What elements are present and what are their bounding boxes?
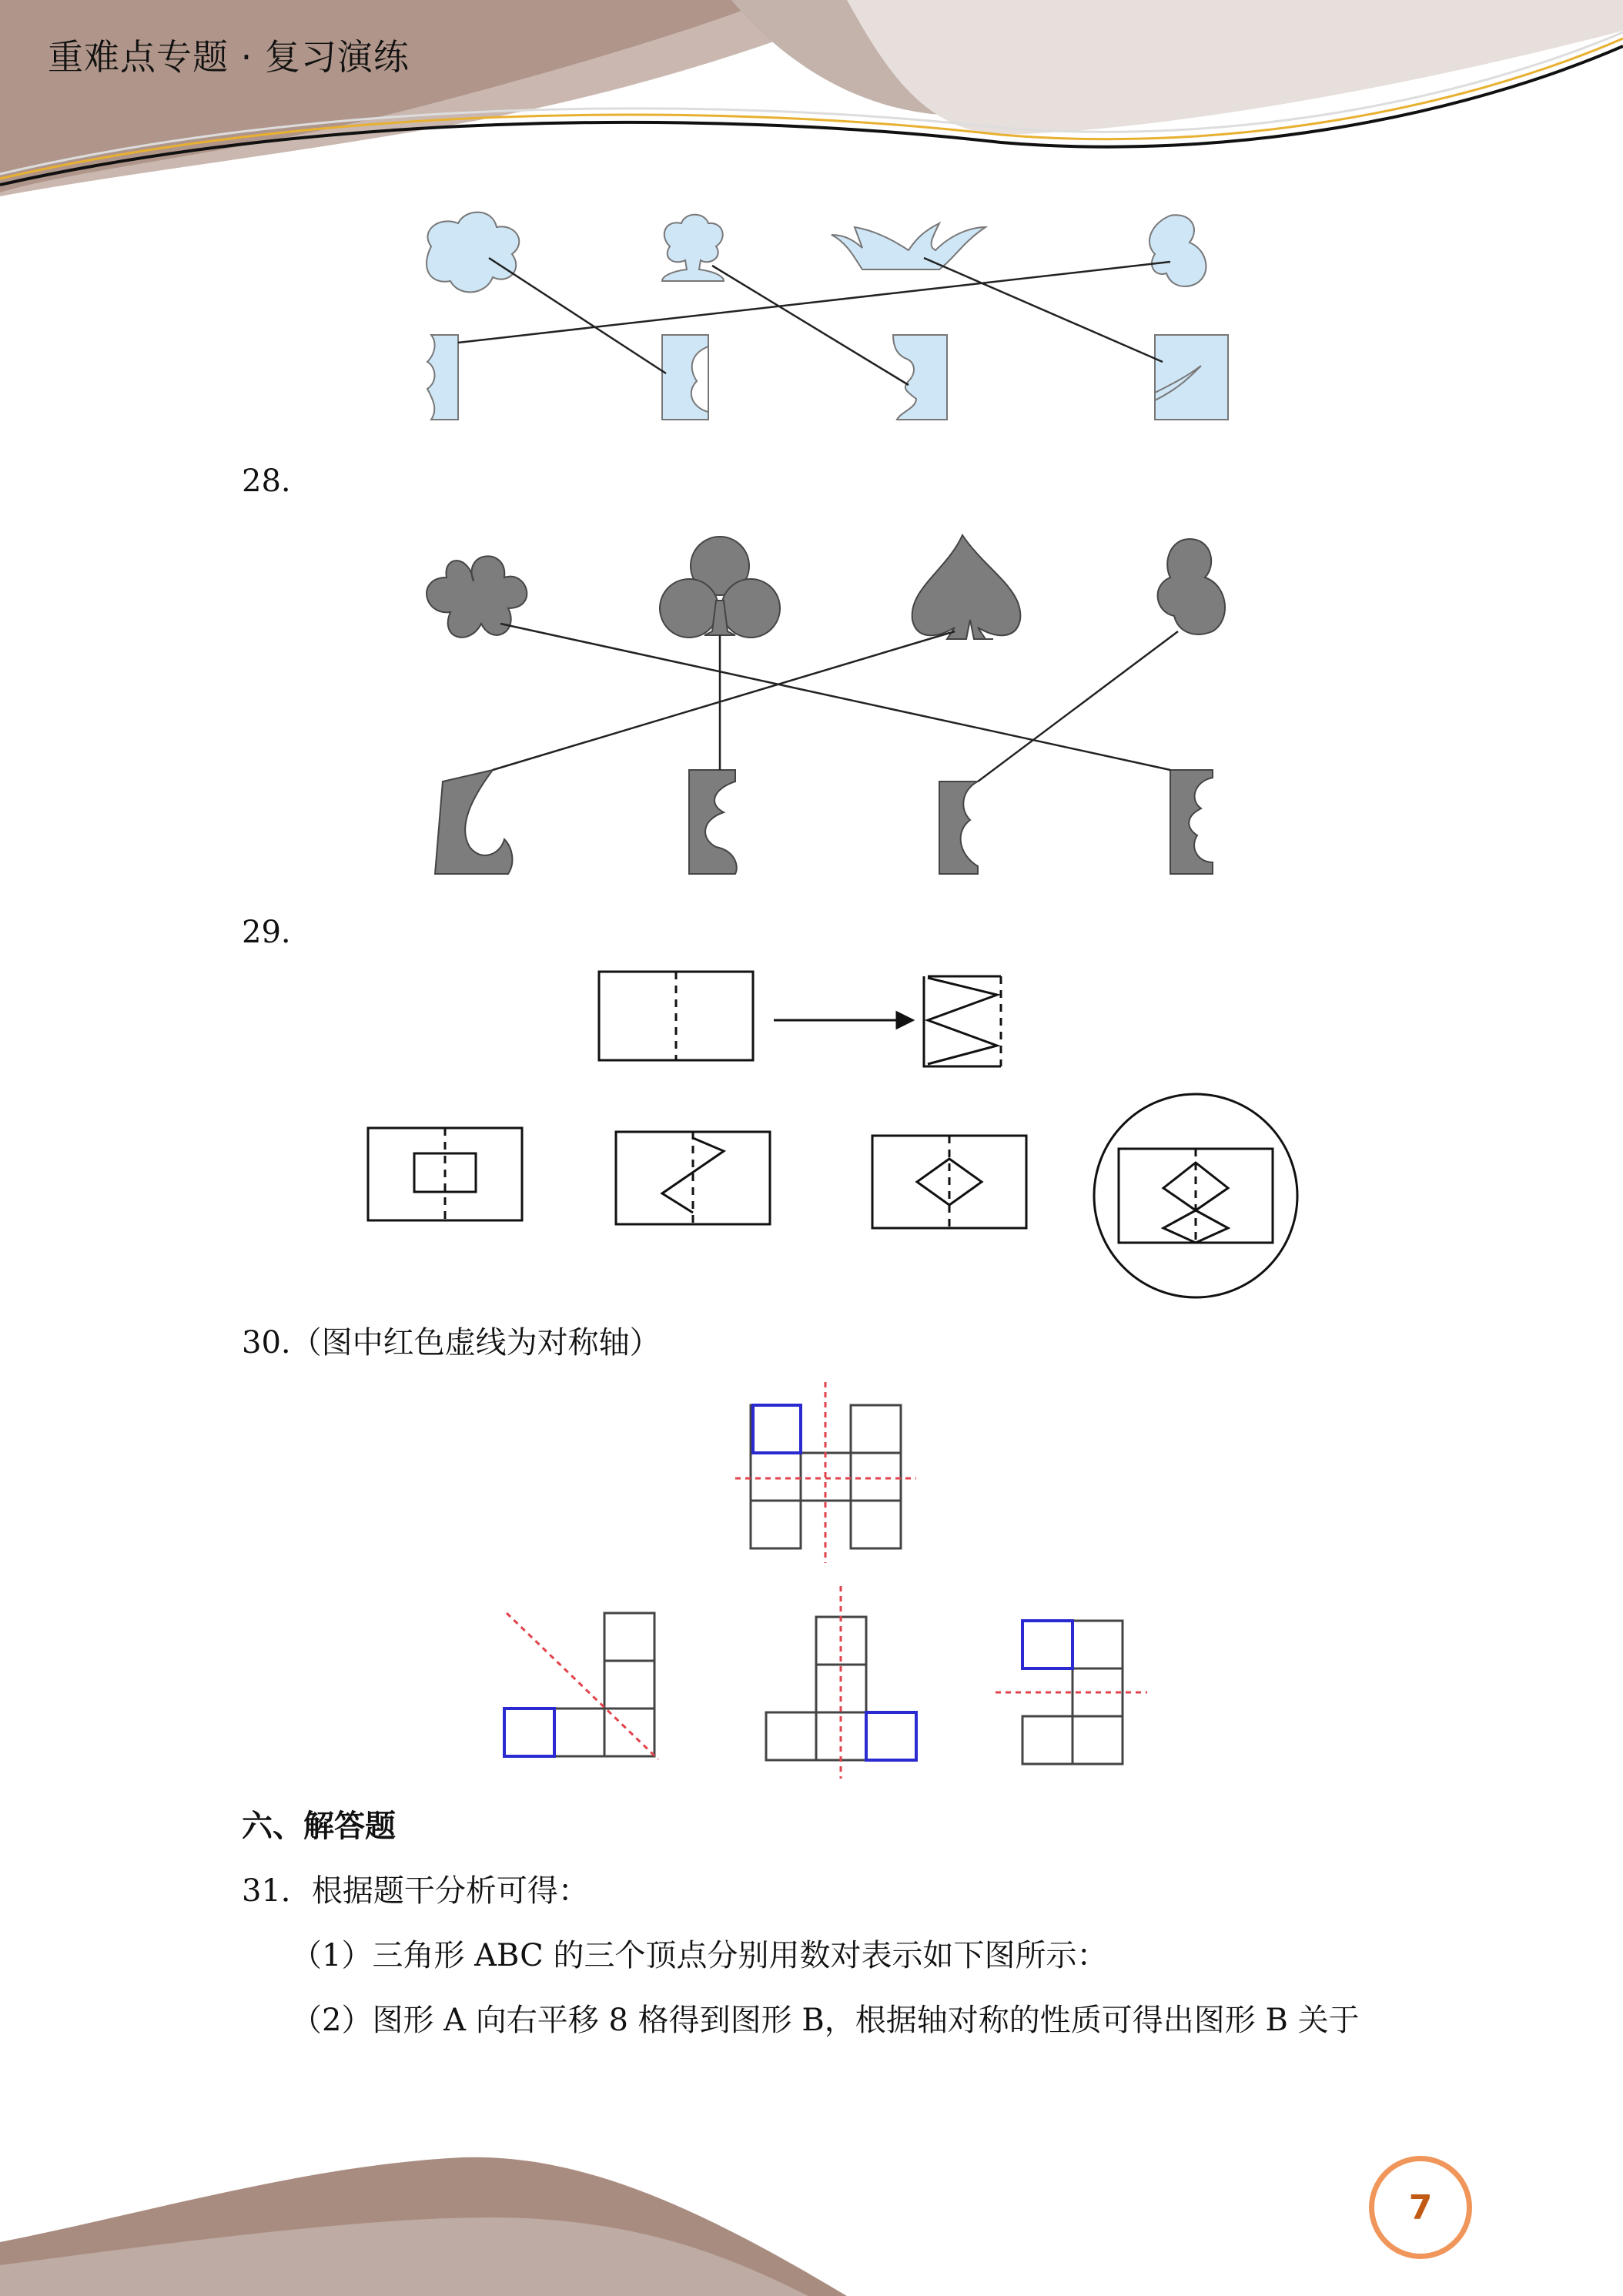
figure-q29-fold-cut: [354, 947, 1324, 1309]
page-number: 7: [1369, 2156, 1472, 2259]
figure-q30-symmetry: [477, 1371, 1170, 1779]
q31-intro: 31．根据题干分析可得：: [242, 1873, 589, 1909]
cloud-shape: [427, 213, 519, 293]
q30-label: 30.（图中红色虚线为对称轴）: [242, 1325, 661, 1361]
half-shape-4: [1155, 335, 1228, 420]
tree-shape: [662, 215, 724, 281]
vase-shape: [1149, 215, 1206, 286]
half-shape-1: [427, 335, 458, 420]
section6-title: 六、解答题: [242, 1808, 396, 1844]
half-shape-3: [893, 335, 947, 420]
gourd-shape: [1158, 539, 1225, 634]
half-gourd: [939, 782, 978, 874]
club-shape: [660, 537, 780, 638]
figure-q28-gray-shapes: [385, 524, 1309, 878]
grass-shape: [832, 223, 986, 269]
half-shape-2: [662, 335, 708, 420]
header-title: 重难点专题 · 复习演练: [48, 36, 410, 78]
half-club: [689, 770, 737, 874]
q31-part1: （1）三角形 ABC 的三个顶点分别用数对表示如下图所示：: [291, 1938, 1108, 1973]
half-clover: [1170, 770, 1213, 874]
figure-q27-blue-shapes: [385, 200, 1309, 447]
q29-label: 29.: [242, 915, 291, 950]
spade-shape: [912, 535, 1021, 639]
q31-part2: （2）图形 A 向右平移 8 格得到图形 B，根据轴对称的性质可得出图形 B 关于: [291, 2003, 1360, 2038]
q28-label: 28.: [242, 464, 291, 499]
half-spade: [435, 770, 512, 874]
